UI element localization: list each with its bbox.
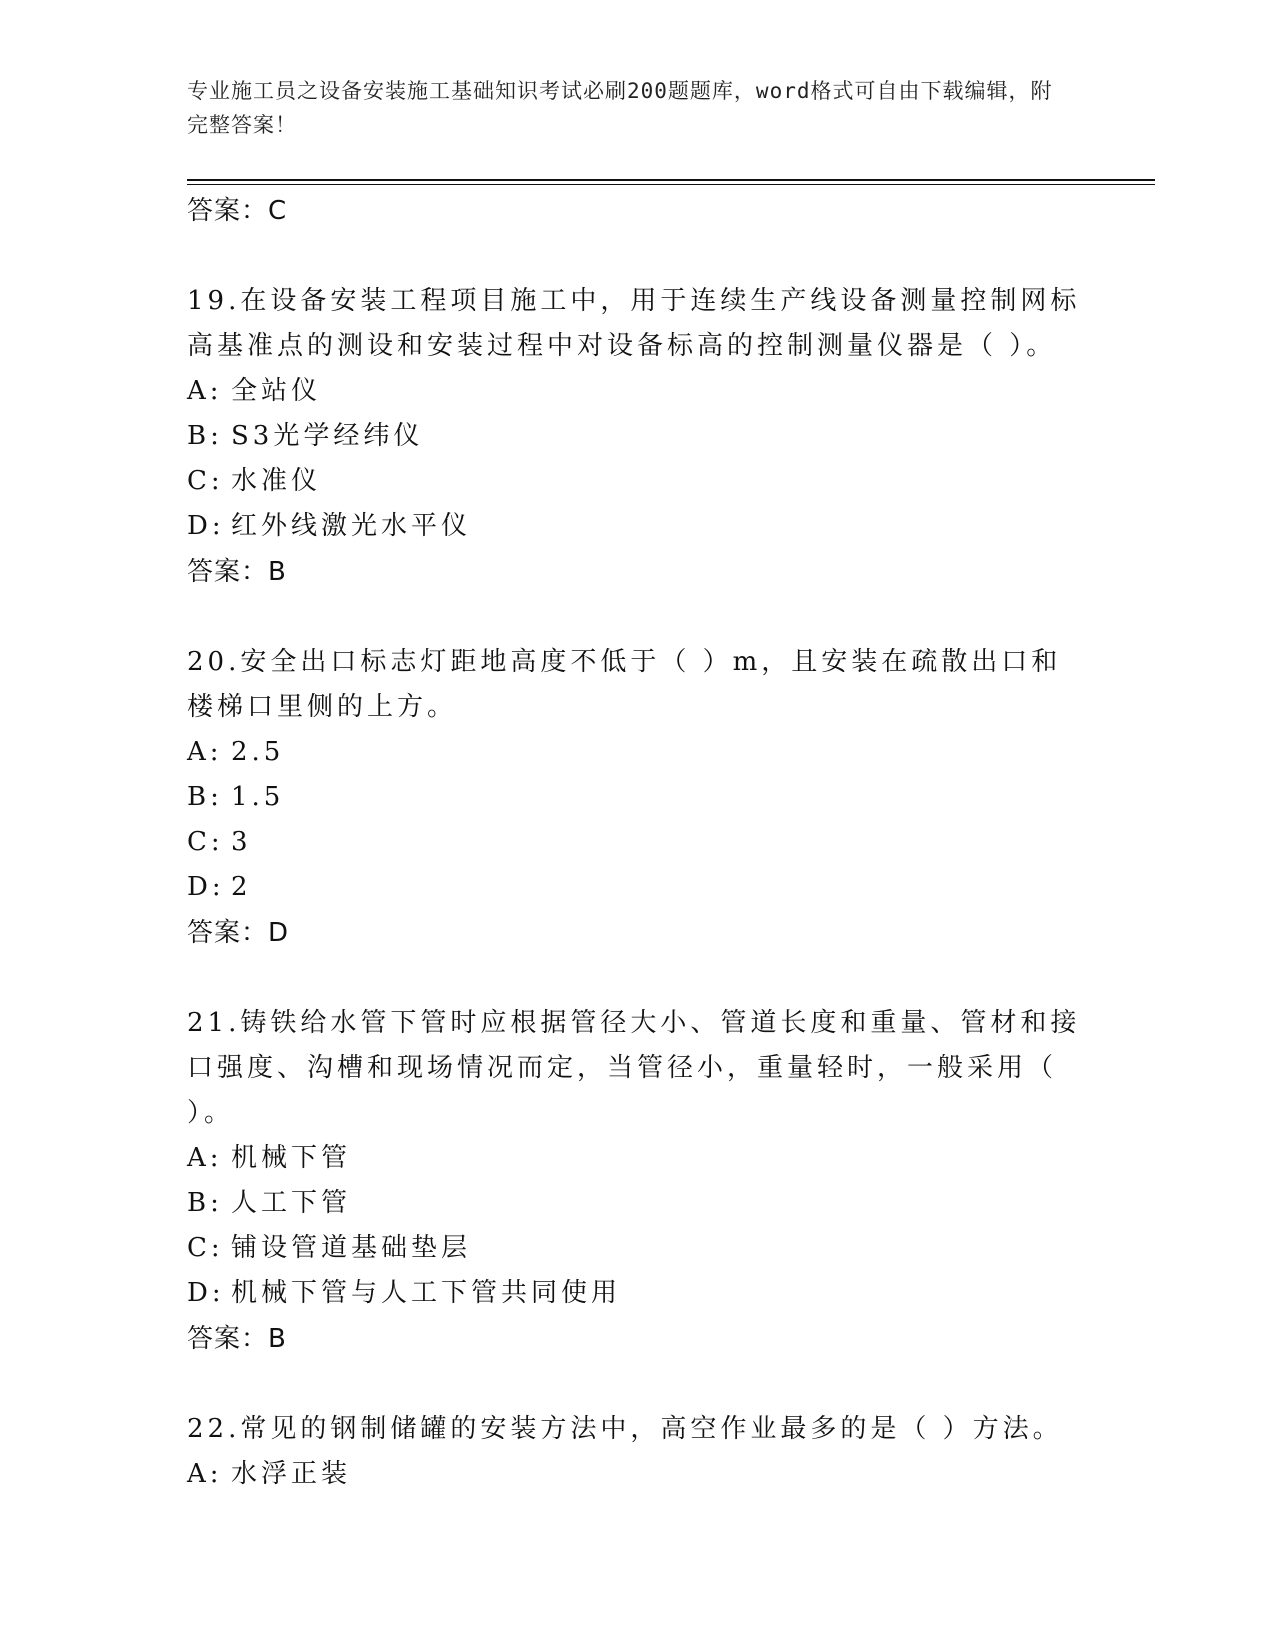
option-text: 人工下管 — [231, 1188, 352, 1218]
question-19 — [187, 279, 1107, 595]
option-letter: C: — [187, 466, 224, 496]
option-d — [187, 1271, 1107, 1316]
option-text: 2.5 — [231, 737, 285, 767]
option-c — [187, 1226, 1107, 1271]
option-letter: D: — [187, 872, 225, 902]
question-list — [187, 188, 1107, 1497]
page-header: 专业施工员之设备安装施工基础知识考试必刷200题题库，word格式可自由下载编辑，附完整答案！ — [187, 79, 1053, 137]
answer-line: 答案：B — [187, 1324, 287, 1354]
question-22 — [187, 1407, 1107, 1497]
spacer — [187, 956, 1107, 1001]
option-b — [187, 1181, 1107, 1226]
option-letter: A: — [187, 1143, 223, 1173]
header-rule-thin — [187, 184, 1155, 185]
question-21 — [187, 1001, 1107, 1362]
option-letter: B: — [187, 1188, 223, 1218]
option-a — [187, 369, 1107, 414]
option-letter: C: — [187, 827, 224, 857]
option-text: 水准仪 — [231, 466, 322, 496]
option-letter: A: — [187, 737, 223, 767]
option-a — [187, 1136, 1107, 1181]
option-text: 机械下管与人工下管共同使用 — [231, 1278, 622, 1308]
answer-line: 答案：B — [187, 557, 287, 587]
option-c — [187, 459, 1107, 504]
option-letter: C: — [187, 1233, 224, 1263]
option-letter: B: — [187, 421, 223, 451]
option-text: 机械下管 — [231, 1143, 352, 1173]
option-letter: D: — [187, 511, 225, 541]
question-stem: 19.在设备安装工程项目施工中，用于连续生产线设备测量控制网标高基准点的测设和安装过程中对设备标高的控制测量仪器是（ ）。 — [187, 286, 1081, 361]
option-b — [187, 414, 1107, 459]
option-text: 全站仪 — [231, 376, 322, 406]
option-a — [187, 1452, 1107, 1497]
spacer — [187, 234, 1107, 279]
question-stem: 20.安全出口标志灯距地高度不低于（ ）m，且安装在疏散出口和楼梯口里侧的上方。 — [187, 647, 1062, 722]
option-text: 水浮正装 — [231, 1459, 352, 1489]
option-text: 2 — [231, 872, 252, 902]
spacer — [187, 1362, 1107, 1407]
spacer — [187, 595, 1107, 640]
answer-line: 答案：D — [187, 918, 290, 948]
option-text: 铺设管道基础垫层 — [231, 1233, 472, 1263]
option-text: 1.5 — [231, 782, 285, 812]
option-text: 3 — [231, 827, 252, 857]
option-b — [187, 775, 1107, 820]
option-a — [187, 730, 1107, 775]
option-c — [187, 820, 1107, 865]
option-letter: A: — [187, 376, 223, 406]
header-rule-thick — [187, 179, 1155, 181]
option-letter: B: — [187, 782, 223, 812]
answer-line: 答案：C — [187, 196, 288, 226]
question-stem: 22.常见的钢制储罐的安装方法中，高空作业最多的是（ ）方法。 — [187, 1414, 1063, 1444]
option-letter: D: — [187, 1278, 225, 1308]
option-d — [187, 865, 1107, 910]
option-letter: A: — [187, 1459, 223, 1489]
question-20 — [187, 640, 1107, 956]
question-stem: 21.铸铁给水管下管时应根据管径大小、管道长度和重量、管材和接口强度、沟槽和现场情况而定，当管径小，重量轻时，一般采用（ ）。 — [187, 1008, 1081, 1128]
option-text: S3光学经纬仪 — [231, 421, 424, 451]
option-text: 红外线激光水平仪 — [231, 511, 472, 541]
option-d — [187, 504, 1107, 549]
